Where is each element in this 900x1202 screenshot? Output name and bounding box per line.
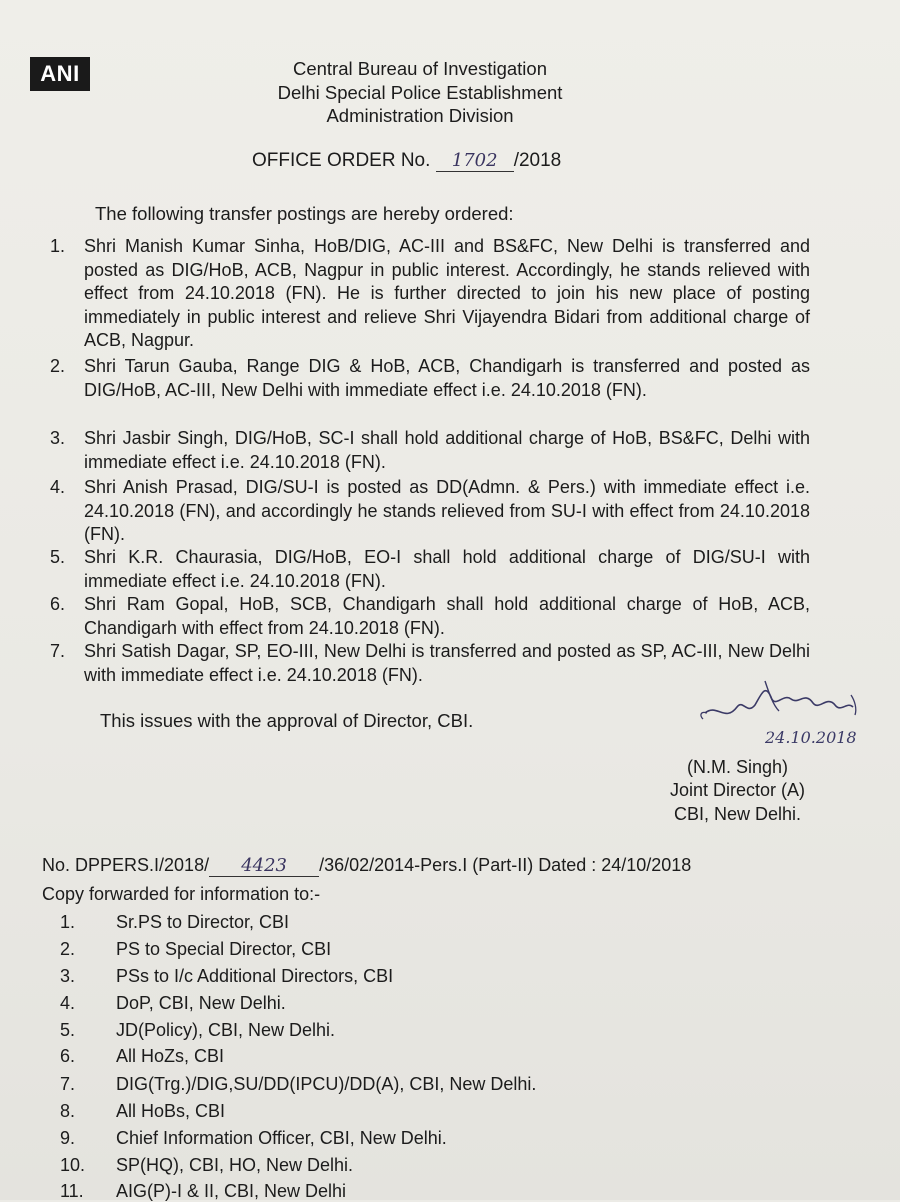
copy-list-item xyxy=(60,1020,335,1041)
order-item-text: Shri Satish Dagar, SP, EO-III, New Delhi is transferred and posted as SP, AC-III, New Delhi with immediate effect i.e. 24.10.2018 (FN). xyxy=(84,641,810,685)
copy-list-text: PSs to I/c Additional Directors, CBI xyxy=(116,966,394,986)
reference-prefix: No. DPPERS.I/2018/ xyxy=(42,855,210,875)
order-item xyxy=(50,355,810,402)
copy-list-number: 10. xyxy=(60,1155,86,1175)
office-order-number: 1702 xyxy=(436,150,514,172)
copy-list-number: 9. xyxy=(60,1128,76,1148)
copy-list-number: 6. xyxy=(60,1046,76,1066)
copy-list-number: 7. xyxy=(60,1074,76,1094)
copy-list-item xyxy=(60,1155,353,1176)
signer-designation: Joint Director (A) xyxy=(669,780,806,800)
order-item xyxy=(50,427,810,474)
office-order-prefix: OFFICE ORDER No. xyxy=(252,150,431,171)
copy-list-item xyxy=(60,1101,225,1122)
signer-office: CBI, New Delhi. xyxy=(673,804,802,824)
order-item-number: 5. xyxy=(50,547,66,567)
handwritten-signature xyxy=(695,675,895,755)
copy-list-text: AIG(P)-I & II, CBI, New Delhi xyxy=(116,1181,347,1201)
order-item-text: Shri Manish Kumar Sinha, HoB/DIG, AC-III and BS&FC, New Delhi is transferred and posted as DIG/HoB, ACB, Nagpur in public interest. Accordingly, he stands relieved with effect from 24.10.2018 (FN). He is further directed to join his new place of posting immediately in public interest and relieve Shri Vijayendra Bidari from additional charge of ACB, Nagpur. xyxy=(84,236,810,350)
order-intro: The following transfer postings are hereby ordered: xyxy=(95,203,514,224)
copy-forwarded-heading: Copy forwarded for information to:- xyxy=(42,884,321,904)
order-item-number: 7. xyxy=(50,641,66,661)
copy-list-number: 11. xyxy=(60,1181,84,1201)
copy-list-text: Chief Information Officer, CBI, New Delhi. xyxy=(116,1128,447,1148)
copy-list-item xyxy=(60,1128,447,1149)
order-item-text: Shri Anish Prasad, DIG/SU-I is posted as DD(Admn. & Pers.) with immediate effect i.e. 24.10.2018 (FN), and accordingly he stands relieved from SU-I with effect from 24.10.2018 (FN). xyxy=(84,477,810,544)
approval-note: This issues with the approval of Director, CBI. xyxy=(100,710,474,731)
copy-list-number: 1. xyxy=(60,912,76,932)
copy-list-item xyxy=(60,1046,224,1067)
order-item-text: Shri Jasbir Singh, DIG/HoB, SC-I shall hold additional charge of HoB, BS&FC, Delhi with immediate effect i.e. 24.10.2018 (FN). xyxy=(84,428,810,472)
copy-list-text: SP(HQ), CBI, HO, New Delhi. xyxy=(116,1155,354,1175)
office-order-suffix: /2018 xyxy=(513,150,562,171)
order-item xyxy=(50,235,810,353)
ani-watermark-logo: ANI xyxy=(30,57,90,91)
order-item xyxy=(50,476,810,547)
order-item-number: 2. xyxy=(50,356,66,376)
order-item-text: Shri K.R. Chaurasia, DIG/HoB, EO-I shall hold additional charge of DIG/SU-I with immediate effect i.e. 24.10.2018 (FN). xyxy=(84,547,810,591)
order-item-number: 3. xyxy=(50,428,66,448)
order-item-text: Shri Tarun Gauba, Range DIG & HoB, ACB, Chandigarh is transferred and posted as DIG/HoB, AC-III, New Delhi with immediate effect i.e. 24.10.2018 (FN). xyxy=(84,356,810,400)
copy-list-number: 5. xyxy=(60,1020,76,1040)
order-item-number: 6. xyxy=(50,594,66,614)
header-organization: Central Bureau of Investigation xyxy=(292,58,547,79)
copy-list-item xyxy=(60,1074,536,1095)
copy-list-item xyxy=(60,993,286,1014)
copy-list-text: All HoZs, CBI xyxy=(116,1046,225,1066)
order-item-number: 4. xyxy=(50,477,66,497)
order-item xyxy=(50,593,810,640)
copy-list-number: 2. xyxy=(60,939,76,959)
header-division: Administration Division xyxy=(326,105,514,126)
copy-list-text: All HoBs, CBI xyxy=(116,1101,226,1121)
reference-suffix: /36/02/2014-Pers.I (Part-II) Dated : 24/10/2018 xyxy=(319,855,692,875)
order-item xyxy=(50,546,810,593)
order-item-number: 1. xyxy=(50,236,66,256)
copy-list-text: Sr.PS to Director, CBI xyxy=(116,912,290,932)
copy-list-number: 8. xyxy=(60,1101,76,1121)
office-order-title xyxy=(252,150,561,172)
copy-list-number: 3. xyxy=(60,966,76,986)
copy-list-text: JD(Policy), CBI, New Delhi. xyxy=(116,1020,336,1040)
copy-list-number: 4. xyxy=(60,993,76,1013)
copy-list-text: DoP, CBI, New Delhi. xyxy=(116,993,286,1013)
copy-list-item xyxy=(60,912,289,933)
signature-date: 24.10.2018 xyxy=(765,728,857,747)
reference-number: 4423 xyxy=(209,855,319,877)
copy-list-text: DIG(Trg.)/DIG,SU/DD(IPCU)/DD(A), CBI, New Delhi. xyxy=(116,1074,537,1094)
copy-list-item xyxy=(60,1181,346,1202)
copy-list-text: PS to Special Director, CBI xyxy=(116,939,332,959)
copy-list-item xyxy=(60,966,393,987)
header-establishment: Delhi Special Police Establishment xyxy=(277,82,563,103)
reference-line xyxy=(42,855,691,877)
copy-list-item xyxy=(60,939,331,960)
order-item-text: Shri Ram Gopal, HoB, SCB, Chandigarh shall hold additional charge of HoB, ACB, Chandigarh with effect from 24.10.2018 (FN). xyxy=(84,594,810,638)
signer-name: (N.M. Singh) xyxy=(686,757,789,777)
